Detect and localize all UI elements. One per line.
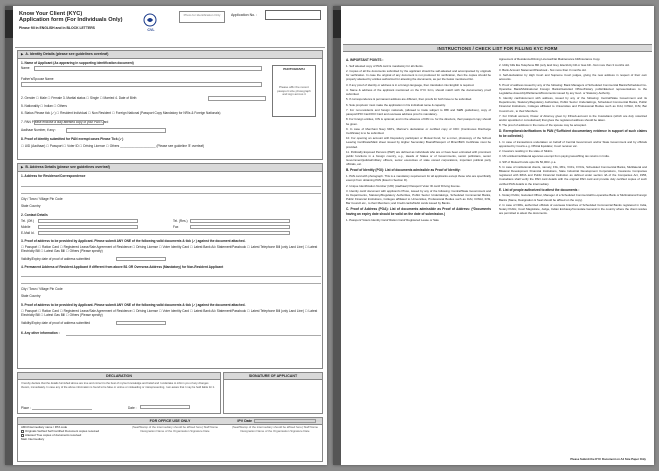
corr-address-line-1[interactable]: [21, 186, 321, 187]
cvl-logo-icon: [143, 13, 157, 27]
corr-address-label: 1. Address for Residence/Correspondence: [21, 174, 86, 178]
page-binding-strip: [333, 6, 341, 465]
instruction-item: 11. Politically Exposed Persons (PEP) are defined as individuals who are or have been entrusted with prominent public functions in a foreign country, e.g., Heads of States or of Governments, senior politicians, senior Government/judicial/military officers, senior executives of state owned corporations, important political party officials, etc.: [346, 149, 491, 167]
logo-label: CVL: [147, 28, 155, 32]
application-no-label: Application No. :: [231, 13, 258, 17]
tel-res-field[interactable]: [190, 219, 290, 223]
perm-validity-label: Validity/Expiry date of proof of address submitted: [21, 321, 91, 325]
page-binding-strip: [5, 6, 13, 465]
instruction-item: 6. Identity card/document with address, issued by any of the following: Central/State Government and its Departments, Statutory/Regulatory Authorities, Public Sector Undertakings, Scheduled Commercial Banks, Public Financial Institutions, Colleges affiliated to Universities and Professional Bodies such as ICAI, ICWAI, ICSI, Bar Council etc., to their Members.: [499, 96, 647, 113]
section-a-header: [18, 51, 322, 59]
perm-validity-field[interactable]: [116, 321, 166, 325]
form-title: [19, 11, 123, 24]
fax-field[interactable]: [190, 225, 290, 229]
perm-address-label: 4. Permanent Address of Resident Applicant if different from above B1 OR Overseas Address (Mandatory) for Non-Resident Applicant: [21, 265, 224, 269]
email-field[interactable]: [38, 231, 290, 235]
instruction-heading: D. Exemptions/clarifications to PAN (*Sufficient documentary evidence in support of such claims to be collected.): [499, 129, 647, 138]
ipv-date-label: IPV Date: [237, 419, 252, 423]
fax-label: Fax: [173, 225, 179, 229]
tel-res-label: Tel. (Res.): [173, 219, 188, 223]
instruction-item: 1. Notary Public, Gazetted Officer, Manager of a Scheduled Commercial/Co-operative Bank or Multinational Foreign Banks (Name, Designation & Seal should be affixed on the copy).: [499, 193, 647, 202]
father-name-label: Father's/Spouse Name: [21, 77, 54, 81]
instruction-item: 4. SIP of Mutual Funds upto Rs 50,000/- p.a.: [499, 159, 557, 164]
declaration-box: [17, 372, 221, 414]
section-identity-details: [17, 50, 323, 160]
pan-row: 7. PAN Please enclose a duly attested copy of your PAN Card: [21, 120, 109, 124]
office-use-title: FOR OFFICE USE ONLY: [149, 419, 191, 423]
office-col-intermediary: [21, 425, 121, 441]
perm-address-line-2[interactable]: [21, 283, 321, 284]
aadhaar-field[interactable]: [66, 128, 166, 133]
tel-off-label: Tel. (Off.): [21, 219, 35, 223]
instruction-item: 3. UN entities/multilateral agencies exempt from paying taxes/filing tax returns in India.: [499, 154, 610, 159]
perm-state-row[interactable]: State Country: [21, 294, 41, 298]
corr-city-row[interactable]: City / Town / Village Pin Code: [21, 197, 63, 201]
photograph-hint: Please affix the recent passport size photograph and sign across it: [277, 84, 311, 97]
place-field[interactable]: [32, 409, 92, 410]
pan-field[interactable]: [34, 120, 104, 125]
corr-state-row[interactable]: State Country: [21, 204, 41, 208]
status-row[interactable]: 6. Status Please tick (✓) ☐ Resident Individual ☐ Non Resident ☐ Foreign National (Passport Copy Mandatory for NRIs & Foreign Nationals): [21, 111, 221, 115]
validity-field[interactable]: [116, 257, 166, 261]
instruction-heading: E. List of people authorized to attest the documents :: [499, 187, 580, 192]
email-label: E-Mail Id.: [21, 231, 35, 235]
declaration-text: I hereby declare that the details furnished above are true and correct to the best of my/our knowledge and belief and I undertake to inform you of any changes therein, immediately. In case any of the above information is found to be false or untrue or misleading or misrepresenting, I am aware that I may be held liable for it.: [21, 382, 215, 389]
instruction-item: 3. Bank Account Statement/Passbook - Not more than 3 months old.: [499, 67, 587, 72]
proof-identity-label: 8. Proof of identity submitted for PAN exempt cases Please Tick (✓): [21, 137, 124, 141]
section-b-header: [18, 164, 322, 172]
instructions-footer: Please Submit the KYC Document on A4 Size Paper Only: [570, 457, 646, 461]
name-sub-label: Name: [21, 66, 30, 70]
form-header: [15, 6, 325, 48]
page-tab-marker: [333, 10, 341, 38]
instructions-column-right: [499, 56, 647, 215]
instruction-item: 1. Self attested copy of PAN card is mandatory for all clients.: [346, 63, 424, 68]
aadhaar-label: Aadhaar Number, if any :: [21, 128, 57, 132]
instructions-page: [333, 6, 654, 465]
instruction-item: 9. In case of Merchant Navy NRI's, Mariner's declaration or certified copy of CDC (Continuous Discharge Certificate) is to be submitted.: [346, 126, 491, 135]
instructions-column-left: [346, 56, 491, 222]
photo-id-hint-box: Photo for Identification Only: [179, 11, 225, 23]
section-arrow-icon: ▶: [21, 52, 24, 56]
instruction-item: 2. Unique Identification Number (UID) (Aadhaar)/ Passport/ Voter ID card/ Driving license.: [346, 183, 461, 188]
declaration-title: DECLARATION: [18, 373, 220, 380]
instruction-item: 3. Identity card/ document with applicant's Photo, issued by any of the following: Central/State Government and its Departments, Statutory/Regulatory Authorities, Public Sector Undertakings, Scheduled Commercial Banks, Public Financial Institutions, Colleges affiliated to Universities, Professional Bodies such as ICAI, ICWAI, ICSI, Bar Council etc., to their Members; and Credit cards/Debit cards issued by Banks.: [346, 188, 491, 206]
instruction-item: Agreement of Residence/Driving License/Flat Maintenance bill/Insurance Copy.: [499, 57, 601, 62]
office-col1-label: AMC/Intermediary name / RTA code: [21, 425, 68, 429]
instruction-item: 7. For FII/sub account, Power of Attorney given by FII/sub-account to the Custodians (which are duly notarized and/or apostiled or consularised) that gives the registered address should be taken.: [499, 113, 647, 122]
instruction-heading: C. Proof of Address (POA): List of documents admissible as Proof of Address: (*Documents having an expiry date should be valid on the date of submission.): [346, 207, 491, 216]
application-no-field[interactable]: [265, 10, 321, 20]
father-name-field[interactable]: [21, 82, 262, 87]
name-label: 1. Name of Applicant (As appearing in supporting identification document): [21, 61, 134, 65]
instruction-item: 4. Self-declaration by High Court and Supreme Court judges, giving the new address in respect of their own accounts.: [499, 73, 647, 82]
contact-label: 2. Contact Details: [21, 213, 48, 217]
place-label: Place :: [21, 406, 31, 410]
signature-box[interactable]: [223, 372, 323, 414]
instruction-item: 2. Utility bills like Telephone Bill (only land line), Electricity bill or Gas bill - Not more than 3 months old.: [499, 62, 630, 67]
date-field[interactable]: [140, 405, 190, 409]
instruction-item: 5. Proof of address issued by any of the following: Bank Managers of Scheduled Commercial Banks/Scheduled Co-Operative Bank/Multinational Foreign Banks/Gazetted Officer/Notary public/Elected representatives to the Legislative Assembly/Parliament/Documents issued by any Govt. or Statutory Authority.: [499, 82, 647, 95]
form-title-line2: Application form (For Individuals Only): [19, 17, 123, 24]
instruction-item: 5. In case of institutional clients, namely, FIIs, MFs, VCFs, FVCIs, Scheduled Commercial Banks, Multilateral and Bilateral Development Financial Institutions, State Industrial Development Corporations, Insurance Companies registered with IRDA and Public Financial Institution as defined under section 4A of the Companies Act, 1956, Custodians shall verify the PAN card details with the original PAN card and provide duly certified copies of such verified PAN details to the intermediary.: [499, 165, 647, 186]
photograph-box[interactable]: [272, 65, 316, 117]
instruction-item: 5. If correspondence & permanent address are different, then proofs for both have to be submitted.: [346, 97, 473, 102]
office-col-seal-1: (Seal/Stamp of the intermediary should be affixed here) Staff Name Designation Name of the Organisation Signature Date: [131, 425, 219, 434]
proof-identity-options[interactable]: ☐ UID (Aadhaar) ☐ Passport ☐ Voter ID ☐ Driving Licence ☐ Others ____________________ (Please see guideline '8' overleaf): [21, 144, 205, 148]
office-use-box: [17, 417, 323, 462]
proof-perm-address-options[interactable]: ☐ Passport ☐ Ration Card ☐ Registered Lease/Sale Agreement of Residence ☐ Driving License ☐ Voter Identity Card ☐ Latest Bank A/c Statement/Passbook ☐ Latest Telephone Bill (only Land Line) ☐ Latest Electricity Bill ☐ Latest Gas Bill ☐ Others (Please specify): [21, 309, 318, 317]
section-a-title: A. Identity Details (please see guidelines overleaf): [25, 52, 109, 56]
validity-label: Validity/Expiry date of proof of address submitted: [21, 257, 91, 261]
instruction-item: 10. For opening an account with Depository participant or Mutual Fund, for a minor, photocopy of the School Leaving Certificate/Mark sheet issued by Higher Secondary Board/Passport of Minor/Birth Certificate must be provided.: [346, 136, 491, 149]
office-col-seal-2: (Seal/Stamp of the intermediary should be affixed here) Staff Name Designation Name of the Organisation Signature Date: [231, 425, 319, 434]
section-arrow-icon: ▶: [21, 165, 24, 169]
instruction-item: 1. In case of transactions undertaken on behalf of Central Government and/or State Government and by officials appointed by Courts e.g. Official liquidator, Court receiver etc.: [499, 139, 647, 148]
instruction-item: 6. Sole proprietor must make the application in his individual name & capacity.: [346, 102, 446, 107]
instruction-item: 2. Copies of all the documents submitted by the applicant should be self-attested and accompanied by originals for verification. In case the original of any document is not produced for verification, then the copies should be properly attested by entities authorized for attesting the documents, as per the below mentioned list.: [346, 69, 491, 82]
perm-city-row[interactable]: City / Town / Village Pin Code: [21, 287, 63, 291]
gender-marital-dob-row[interactable]: 2. Gender ☐ Male ☐ Female 3. Marital status ☐ Single ☐ Married 4. Date of Birth: [21, 96, 137, 100]
other-info-line[interactable]: [66, 335, 321, 336]
proof-perm-address-label: 5. Proof of address to be provided by Applicant. Please submit ANY ONE of the following valid documents & tick (✓) against the document attached.: [21, 303, 246, 307]
page-tab-marker: [5, 10, 13, 38]
proof-address-label: 3. Proof of address to be provided by Applicant. Please submit ANY ONE of the following valid documents & tick (✓) against the document attached.: [21, 239, 246, 243]
proof-address-options[interactable]: ☐ Passport ☐ Ration Card ☐ Registered Lease/Sale Agreement of Residence ☐ Driving License ☐ Voter Identity Card ☐ Latest Bank A/c Statement/Passbook ☐ Latest Telephone Bill (only Land Line) ☐ Latest Electricity Bill ☐ Latest Gas Bill ☐ Others (Please specify): [21, 245, 318, 253]
form-title-line1: Know Your Client (KYC): [19, 11, 83, 17]
instruction-item: 8. The proof of address in the name of the spouse may be accepted.: [499, 123, 587, 128]
instruction-item: 7. For non-residents and foreign nationals, (allowed to trade subject to RBI and SEBI guidelines), copy of passport/PIO Card/OCI Card and overseas address proof is mandatory.: [346, 107, 491, 117]
signature-title: SIGNATURE OF APPLICANT: [224, 373, 322, 380]
mobile-label: Mobile: [21, 225, 31, 229]
office-opt2-label: Attested True copies of documents received: [25, 433, 82, 438]
mobile-field[interactable]: [38, 225, 138, 229]
photograph-label: PHOTOGRAPH: [283, 67, 305, 71]
instruction-item: 3. If any proof of identity or address is in a foreign language, then translation into English is required.: [346, 82, 475, 87]
perm-address-line-1[interactable]: [21, 276, 321, 277]
instructions-title: INSTRUCTIONS / CHECK LIST FOR FILLING KYC FORM: [343, 44, 652, 52]
instruction-item: 2. In case of NRIs, authorized officials of overseas branches of Scheduled Commercial Banks registered in India, Notary Public, Court Magistrate, Judge, Indian Embassy/Consulate General in the country where the client resides are permitted to attest the documents.: [499, 202, 647, 216]
section-address-details: [17, 163, 323, 369]
name-field[interactable]: [34, 66, 262, 71]
section-b-title: B. Address Details (please see guidelines overleaf): [25, 165, 110, 169]
instruction-heading: A. IMPORTANT POINTS :: [346, 58, 384, 62]
date-label: Date :: [128, 406, 137, 410]
tel-off-field[interactable]: [38, 219, 138, 223]
instruction-item: 4. Name & address of the applicant mentioned on the KYC form, should match with the documentary proof submitted.: [346, 87, 491, 97]
instruction-item: 1. PAN card with photograph. This is a mandatory requirement for all applicants except those who are specifically exempt from obtaining PAN (listed in Section D).: [346, 174, 491, 183]
office-opt1-label: Originals Verified Self Certified Document copies received: [25, 429, 100, 434]
instruction-item: 8. For foreign entities, CIN is optional; and in the absence of DIN no. for the directors, their passport copy should be given.: [346, 117, 491, 126]
other-info-label: 6. Any other information :: [21, 331, 60, 335]
ipv-date-field[interactable]: [254, 419, 316, 423]
instruction-item: 2. Investors residing in the state of Sikkim.: [499, 149, 554, 154]
instruction-heading: B. Proof of Identity (POI): List of documents admissible as Proof of Identity:: [346, 168, 461, 173]
dob-field[interactable]: [208, 96, 266, 101]
kyc-form-page: [5, 6, 327, 465]
corr-address-line-2[interactable]: [21, 193, 321, 194]
nationality-row[interactable]: 5. Nationality ☐ Indian ☐ Others: [21, 104, 67, 108]
instruction-item: 1. Passport/ Voters Identity Card/ Ration Card/ Registered Lease or Sale: [346, 217, 439, 222]
office-opt3-label: Main Intermediary: [21, 437, 45, 442]
fill-instruction: Please fill in ENGLISH and in BLOCK LETTERS: [19, 26, 95, 30]
